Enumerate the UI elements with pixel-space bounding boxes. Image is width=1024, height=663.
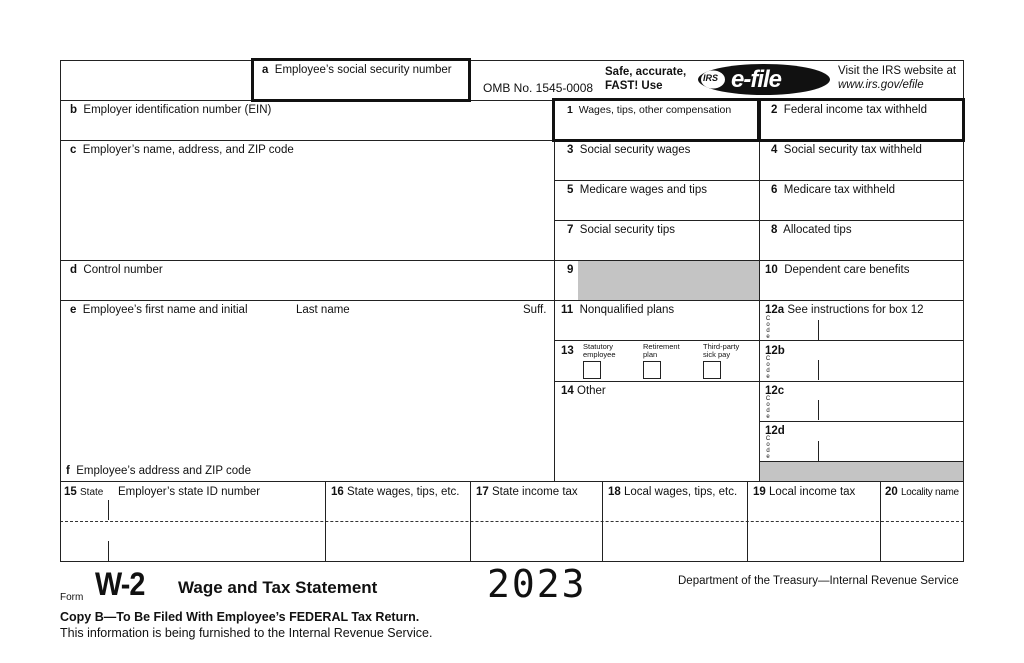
box-9-label: 9 <box>567 264 574 276</box>
form-title: Wage and Tax Statement <box>178 578 378 597</box>
box-7-label: 7 Social security tips <box>567 224 676 236</box>
irs-site-line1: Visit the IRS website at <box>838 65 957 77</box>
box-c-label: c Employer’s name, address, and ZIP code <box>70 144 294 156</box>
statutory-employee-label: Statutory employee <box>583 342 616 359</box>
third-party-sick-pay-label: Third-party sick pay <box>703 342 740 359</box>
box-14-label: 14 Other <box>561 385 606 397</box>
retirement-plan-label: Retirement plan <box>643 342 680 359</box>
box-12b-label: 12b <box>765 345 785 357</box>
box-16-label: 16 State wages, tips, etc. <box>331 486 460 498</box>
copy-b-line: Copy B—To Be Filed With Employee’s FEDERAL Tax Return. <box>60 610 420 624</box>
treasury-department: Department of the Treasury—Internal Revenue Service <box>678 575 959 587</box>
box-d-label: d Control number <box>70 264 163 276</box>
box-19-label: 19 Local income tax <box>753 486 856 498</box>
box-3-label: 3 Social security wages <box>567 144 691 156</box>
box-4-label: 4 Social security tax withheld <box>771 144 922 156</box>
box-6-label: 6 Medicare tax withheld <box>771 184 896 196</box>
box-2-label: 2 Federal income tax withheld <box>771 104 927 116</box>
statutory-employee-checkbox[interactable] <box>583 361 601 379</box>
irs-efile-logo: IRS e-file <box>697 63 831 96</box>
box-15-state-id-label: Employer’s state ID number <box>118 486 261 498</box>
box-e-suffix-label: Suff. <box>523 304 547 316</box>
box-8-label: 8 Allocated tips <box>771 224 852 236</box>
retirement-plan-checkbox[interactable] <box>643 361 661 379</box>
box-12c-label: 12c <box>765 385 785 397</box>
box-e-last-name-label: Last name <box>296 304 350 316</box>
box-11-label: 11 Nonqualified plans <box>561 304 675 316</box>
efile-slogan-line2: FAST! Use <box>605 80 663 92</box>
box-20-label: 20 Locality name <box>885 486 959 498</box>
form-word: Form <box>60 592 84 603</box>
box-15-label: 15 State <box>64 486 104 498</box>
tax-year: 2023 <box>487 562 587 606</box>
irs-site-line2: www.irs.gov/efile <box>838 79 924 91</box>
box-5-label: 5 Medicare wages and tips <box>567 184 708 196</box>
omb-number: OMB No. 1545-0008 <box>483 81 594 95</box>
box-12a-label: 12a See instructions for box 12 <box>765 304 924 316</box>
box-a-label: a Employee’s social security number <box>262 64 452 76</box>
box-18-label: 18 Local wages, tips, etc. <box>608 486 738 498</box>
box-10-label: 10 Dependent care benefits <box>765 264 910 276</box>
efile-slogan-line1: Safe, accurate, <box>605 66 687 78</box>
third-party-sick-pay-checkbox[interactable] <box>703 361 721 379</box>
box-e-label: e Employee’s first name and initial <box>70 304 248 316</box>
box-17-label: 17 State income tax <box>476 486 578 498</box>
box-12d-label: 12d <box>765 425 785 437</box>
box-b-label: b Employer identification number (EIN) <box>70 104 272 116</box>
box-13-label: 13 <box>561 345 574 357</box>
info-line: This information is being furnished to the Internal Revenue Service. <box>60 626 433 640</box>
box-1-label: 1 Wages, tips, other compensation <box>567 104 732 116</box>
box-f-label: f Employee’s address and ZIP code <box>66 465 251 477</box>
form-name: W-2 <box>95 566 145 602</box>
